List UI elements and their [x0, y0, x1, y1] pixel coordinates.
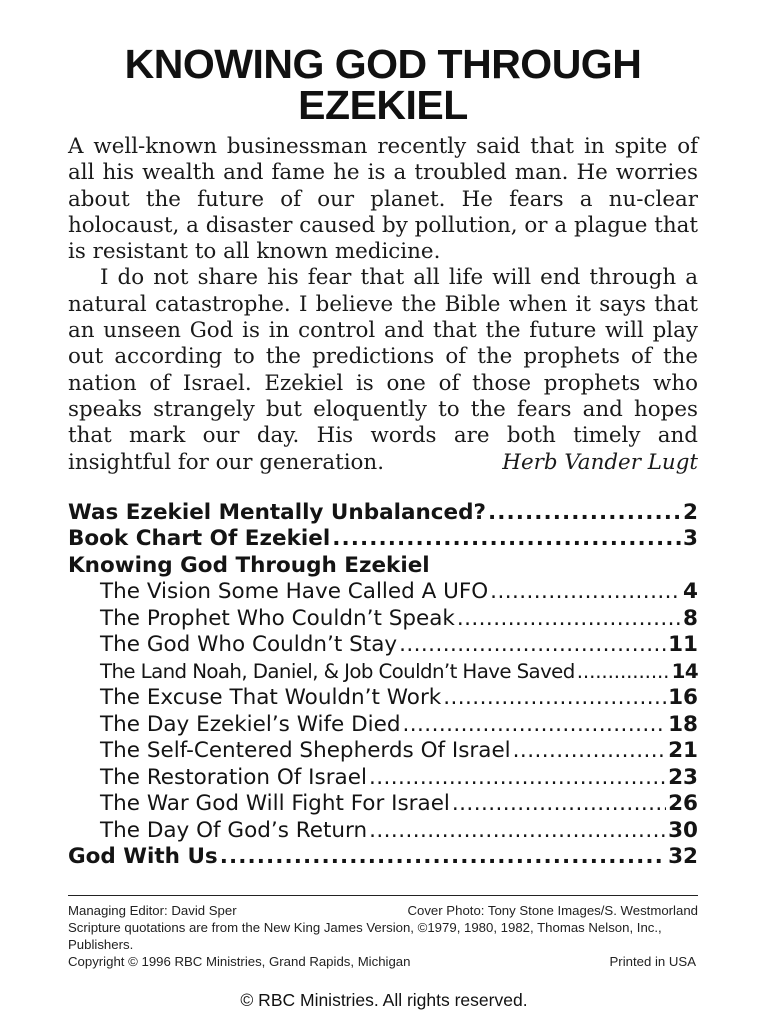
toc-entry — [68, 579, 698, 606]
toc-entry — [68, 553, 698, 580]
credits-row-1 — [68, 902, 698, 919]
intro-text — [68, 134, 698, 476]
credits — [68, 902, 698, 970]
title-line-1: KNOWING GOD THROUGH — [124, 41, 642, 87]
toc-entry — [68, 685, 698, 712]
copyright: Copyright © 1996 RBC Ministries, Grand Rapids, Michigan — [68, 954, 411, 969]
toc-entry — [68, 844, 698, 871]
toc-leader-dots — [403, 712, 667, 739]
toc-entry — [68, 738, 698, 765]
page-title — [68, 41, 698, 128]
toc-entry — [68, 765, 698, 792]
toc-entry — [68, 526, 698, 553]
toc-entry-page: 18 — [668, 711, 698, 737]
toc-entry-page: 11 — [668, 632, 698, 658]
toc-entry-label: The Day Ezekiel’s Wife Died — [100, 711, 401, 737]
toc-entry-page: 21 — [668, 738, 698, 764]
toc-entry — [68, 606, 698, 633]
title-line-2: EZEKIEL — [298, 82, 468, 128]
toc-entry-label: The Self-Centered Shepherds Of Israel — [100, 738, 511, 764]
toc-entry-label: The War God Will Fight For Israel — [100, 791, 450, 817]
managing-editor: Managing Editor: David Sper — [68, 903, 237, 918]
toc-entry-label: The Excuse That Wouldn’t Work — [100, 685, 442, 711]
toc-entry-label: Knowing God Through Ezekiel — [68, 552, 430, 578]
toc-leader-dots — [577, 659, 670, 686]
toc-leader-dots — [443, 685, 666, 712]
author-signature: Herb Vander Lugt — [502, 449, 698, 475]
toc-leader-dots — [369, 818, 666, 845]
page — [68, 0, 698, 871]
toc-leader-dots — [399, 632, 666, 659]
toc-entry-label: God With Us — [68, 844, 218, 870]
toc-entry-label: The Land Noah, Daniel, & Job Couldn’t Have Saved — [100, 659, 575, 683]
footer-rights: © RBC Ministries. All rights reserved. — [240, 990, 528, 1010]
intro-paragraph-2 — [68, 265, 698, 475]
toc-entry-label: Book Chart Of Ezekiel — [68, 526, 331, 552]
scripture-credit: Scripture quotations are from the New King James Version, ©1979, 1980, 1982, Thomas Nelson, Inc., Publishers. — [68, 920, 662, 952]
printed-in: Printed in USA — [609, 954, 696, 969]
toc-entry — [68, 818, 698, 845]
toc-entry — [68, 500, 698, 527]
toc-entry-label: The God Who Couldn’t Stay — [100, 632, 398, 658]
toc-entry-page: 4 — [683, 579, 698, 605]
toc-entry-page: 14 — [671, 659, 698, 683]
table-of-contents — [68, 500, 698, 871]
toc-entry-page: 26 — [668, 791, 698, 817]
toc-entry-label: Was Ezekiel Mentally Unbalanced? — [68, 499, 486, 525]
toc-entry-page: 2 — [683, 499, 698, 525]
toc-entry-page: 23 — [668, 764, 698, 790]
toc-entry-page: 32 — [668, 844, 698, 870]
toc-leader-dots — [220, 844, 666, 871]
toc-entry — [68, 791, 698, 818]
toc-leader-dots — [490, 579, 681, 606]
toc-entry-label: The Vision Some Have Called A UFO — [100, 579, 489, 605]
toc-entry — [68, 712, 698, 739]
toc-entry — [68, 659, 698, 686]
toc-leader-dots — [513, 738, 666, 765]
toc-entry-page: 30 — [668, 817, 698, 843]
toc-entry-page: 8 — [683, 605, 698, 631]
intro-paragraph-1: A well-known businessman recently said that in spite of all his wealth and fame he is a troubled man. He worries about the future of our planet. He fears a nu-clear holocaust, a disaster caused by pollution, or a plague that is resistant to all known medicine. — [68, 134, 698, 265]
credits-row-3 — [68, 953, 698, 970]
toc-leader-dots — [369, 765, 666, 792]
toc-leader-dots — [452, 791, 666, 818]
toc-entry-label: The Prophet Who Couldn’t Speak — [100, 605, 455, 631]
toc-entry — [68, 632, 698, 659]
cover-photo-credit: Cover Photo: Tony Stone Images/S. Westmorland — [407, 903, 698, 918]
toc-entry-page: 16 — [668, 685, 698, 711]
divider — [68, 895, 698, 896]
toc-entry-page: 3 — [683, 526, 698, 552]
toc-leader-dots — [488, 500, 681, 527]
intro-paragraph-2-text: I do not share his fear that all life will end through a natural catastrophe. I believe the Bible when it says that an unseen God is in control and that the future will play out according to the predictions of the prophets of the nation of Israel. Ezekiel is one of those prophets who speaks strangely but eloquently to the fears and hopes that mark our day. His words are both timely and insightful for our generation. — [68, 265, 698, 475]
toc-entry-label: The Day Of God’s Return — [100, 817, 368, 843]
toc-leader-dots — [332, 526, 681, 553]
toc-entry-label: The Restoration Of Israel — [100, 764, 367, 790]
toc-leader-dots — [457, 606, 681, 633]
